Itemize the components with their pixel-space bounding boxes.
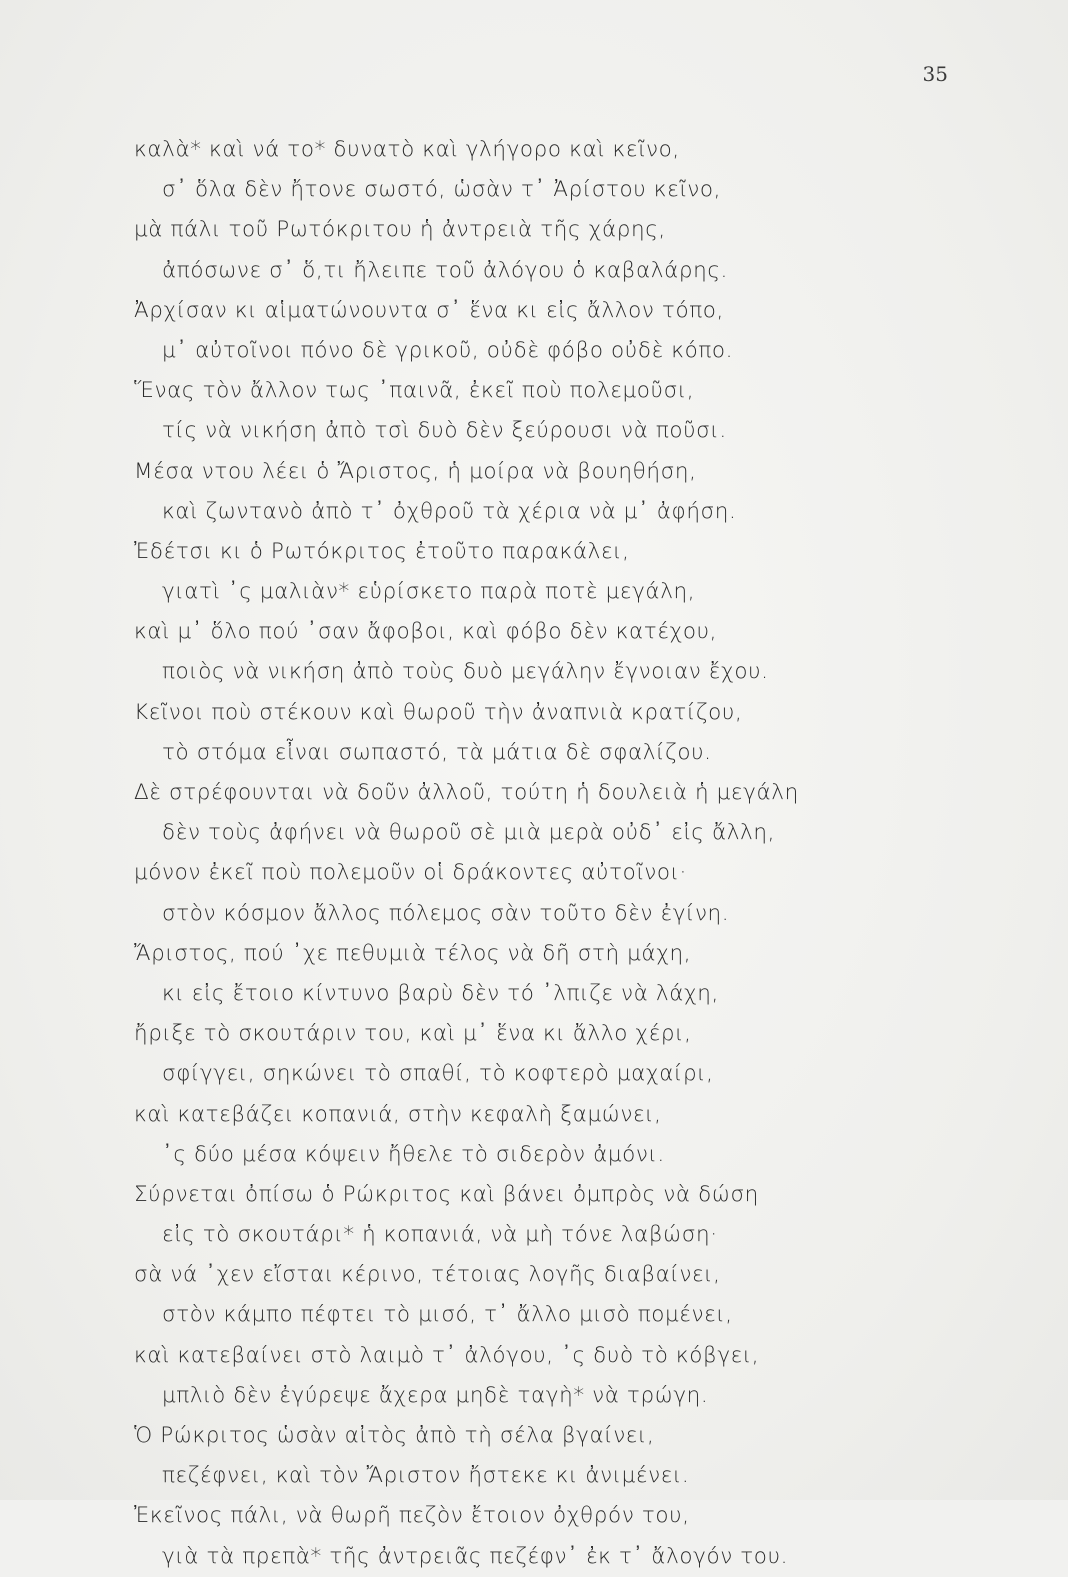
verse-line: σ᾽ ὅλα δὲν ἤτονε σωστό, ὡσὰν τ᾽ Ἀρίστου κεῖνο, bbox=[162, 177, 722, 203]
verse-line: ἀπόσωνε σ᾽ ὅ,τι ἤλειπε τοῦ ἀλόγου ὁ καβαλάρης. bbox=[162, 257, 728, 283]
verse-line: καὶ μ᾽ ὅλο πού ᾽σαν ἄφοβοι, καὶ φόβο δὲν κατέχου, bbox=[134, 619, 718, 645]
verse-line: μ᾽ αὐτοῖνοι πόνο δὲ γρικοῦ, οὐδὲ φόβο οὐδὲ κόπο. bbox=[162, 337, 734, 363]
verse-line: κι εἰς ἔτοιο κίντυνο βαρὺ δὲν τό ᾽λπιζε νὰ λάχη, bbox=[162, 980, 719, 1006]
verse-line: Δὲ στρέφουνται νὰ δοῦν ἀλλοῦ, τούτη ἡ δουλειὰ ἡ μεγάλη bbox=[134, 780, 799, 805]
verse-line: εἰς τὸ σκουτάρι* ἡ κοπανιά, νὰ μὴ τόνε λαβώση· bbox=[162, 1222, 718, 1248]
verse-line: μὰ πάλι τοῦ Ρωτόκριτου ἡ ἀντρειὰ τῆς χάρης, bbox=[134, 217, 666, 243]
page-number: 35 bbox=[922, 62, 948, 86]
verse-line: σὰ νά ᾽χεν εἴσται κέρινο, τέτοιας λογῆς διαβαίνει, bbox=[134, 1262, 721, 1288]
verse-line: Ἕνας τὸν ἄλλον τως ᾽παινᾶ, ἐκεῖ ποὺ πολεμοῦσι, bbox=[134, 378, 695, 404]
verse-line: μόνον ἐκεῖ ποὺ πολεμοῦν οἱ δράκοντες αὐτοῖνοι· bbox=[134, 860, 687, 886]
verse-line: Κεῖνοι ποὺ στέκουν καὶ θωροῦ τὴν ἀναπνιὰ κρατίζου, bbox=[134, 699, 743, 725]
verse-line: γιὰ τὰ πρεπὰ* τῆς ἀντρειᾶς πεζέφν᾽ ἐκ τ᾽ ἄλογόν του. bbox=[162, 1543, 789, 1569]
verse-line: πεζέφνει, καὶ τὸν Ἄριστον ἤστεκε κι ἀνιμένει. bbox=[162, 1463, 690, 1489]
verse-line: Ἄριστος, πού ᾽χε πεθυμιὰ τέλος νὰ δῆ στὴ μάχη, bbox=[134, 940, 692, 966]
verse-line: τὸ στόμα εἶναι σωπαστό, τὰ μάτια δὲ σφαλίζου. bbox=[162, 739, 712, 765]
verse-line: ἤριξε τὸ σκουτάριν του, καὶ μ᾽ ἕνα κι ἄλλο χέρι, bbox=[134, 1021, 692, 1047]
verse-line: μπλιὸ δὲν ἐγύρεψε ἄχερα μηδὲ ταγὴ* νὰ τρώγη. bbox=[162, 1382, 709, 1408]
verse-line: Ἐδέτσι κι ὁ Ρωτόκριτος ἐτοῦτο παρακάλει, bbox=[134, 538, 630, 564]
verse-line: καλὰ* καὶ νά το* δυνατὸ καὶ γλήγορο καὶ κεῖνο, bbox=[134, 137, 680, 162]
verse-line: Σύρνεται ὀπίσω ὁ Ρώκριτος καὶ βάνει ὀμπρὸς νὰ δώση bbox=[134, 1181, 759, 1207]
verse-line: καὶ κατεβάζει κοπανιά, στὴν κεφαλὴ ξαμώνει, bbox=[134, 1101, 662, 1127]
verse-line: ποιὸς νὰ νικήση ἀπὸ τοὺς δυὸ μεγάλην ἔγνοιαν ἔχου. bbox=[162, 659, 769, 685]
verse-line: γιατὶ ᾽ς μαλιὰν* εὑρίσκετο παρὰ ποτὲ μεγάλη, bbox=[162, 579, 696, 605]
verse-line: Ἀρχίσαν κι αἱματώνουντα σ᾽ ἕνα κι εἰς ἄλλον τόπο, bbox=[134, 297, 724, 323]
verse-line: Ὁ Ρώκριτος ὡσὰν αἰτὸς ἀπὸ τὴ σέλα βγαίνει, bbox=[134, 1423, 655, 1448]
verse-line: τίς νὰ νικήση ἀπὸ τσὶ δυὸ δὲν ξεύρουσι νὰ ποῦσι. bbox=[162, 418, 727, 444]
verse-line: καὶ ζωντανὸ ἀπὸ τ᾽ ὀχθροῦ τὰ χέρια νὰ μ᾽ ἀφήση. bbox=[162, 498, 737, 524]
verse-line: καὶ κατεβαίνει στὸ λαιμὸ τ᾽ ἀλόγου, ᾽ς δυὸ τὸ κόβγει, bbox=[134, 1342, 760, 1368]
verse-line: σφίγγει, σηκώνει τὸ σπαθί, τὸ κοφτερὸ μαχαίρι, bbox=[162, 1061, 714, 1087]
poem-text bbox=[134, 130, 934, 1577]
verse-line: Μέσα ντου λέει ὁ Ἄριστος, ἡ μοίρα νὰ βουηθήση, bbox=[134, 458, 697, 484]
verse-line: δὲν τοὺς ἀφήνει νὰ θωροῦ σὲ μιὰ μερὰ οὐδ᾽ εἰς ἄλλη, bbox=[162, 820, 776, 846]
verse-line: στὸν κάμπο πέφτει τὸ μισό, τ᾽ ἄλλο μισὸ πομένει, bbox=[162, 1302, 733, 1328]
verse-line: στὸν κόσμον ἄλλος πόλεμος σὰν τοῦτο δὲν ἐγίνη. bbox=[162, 900, 730, 926]
verse-line: Ἐκεῖνος πάλι, νὰ θωρῆ πεζὸν ἔτοιον ὀχθρόν του, bbox=[134, 1503, 690, 1529]
verse-line: ᾽ς δύο μέσα κόψειν ἤθελε τὸ σιδερὸν ἀμόνι. bbox=[162, 1141, 665, 1167]
